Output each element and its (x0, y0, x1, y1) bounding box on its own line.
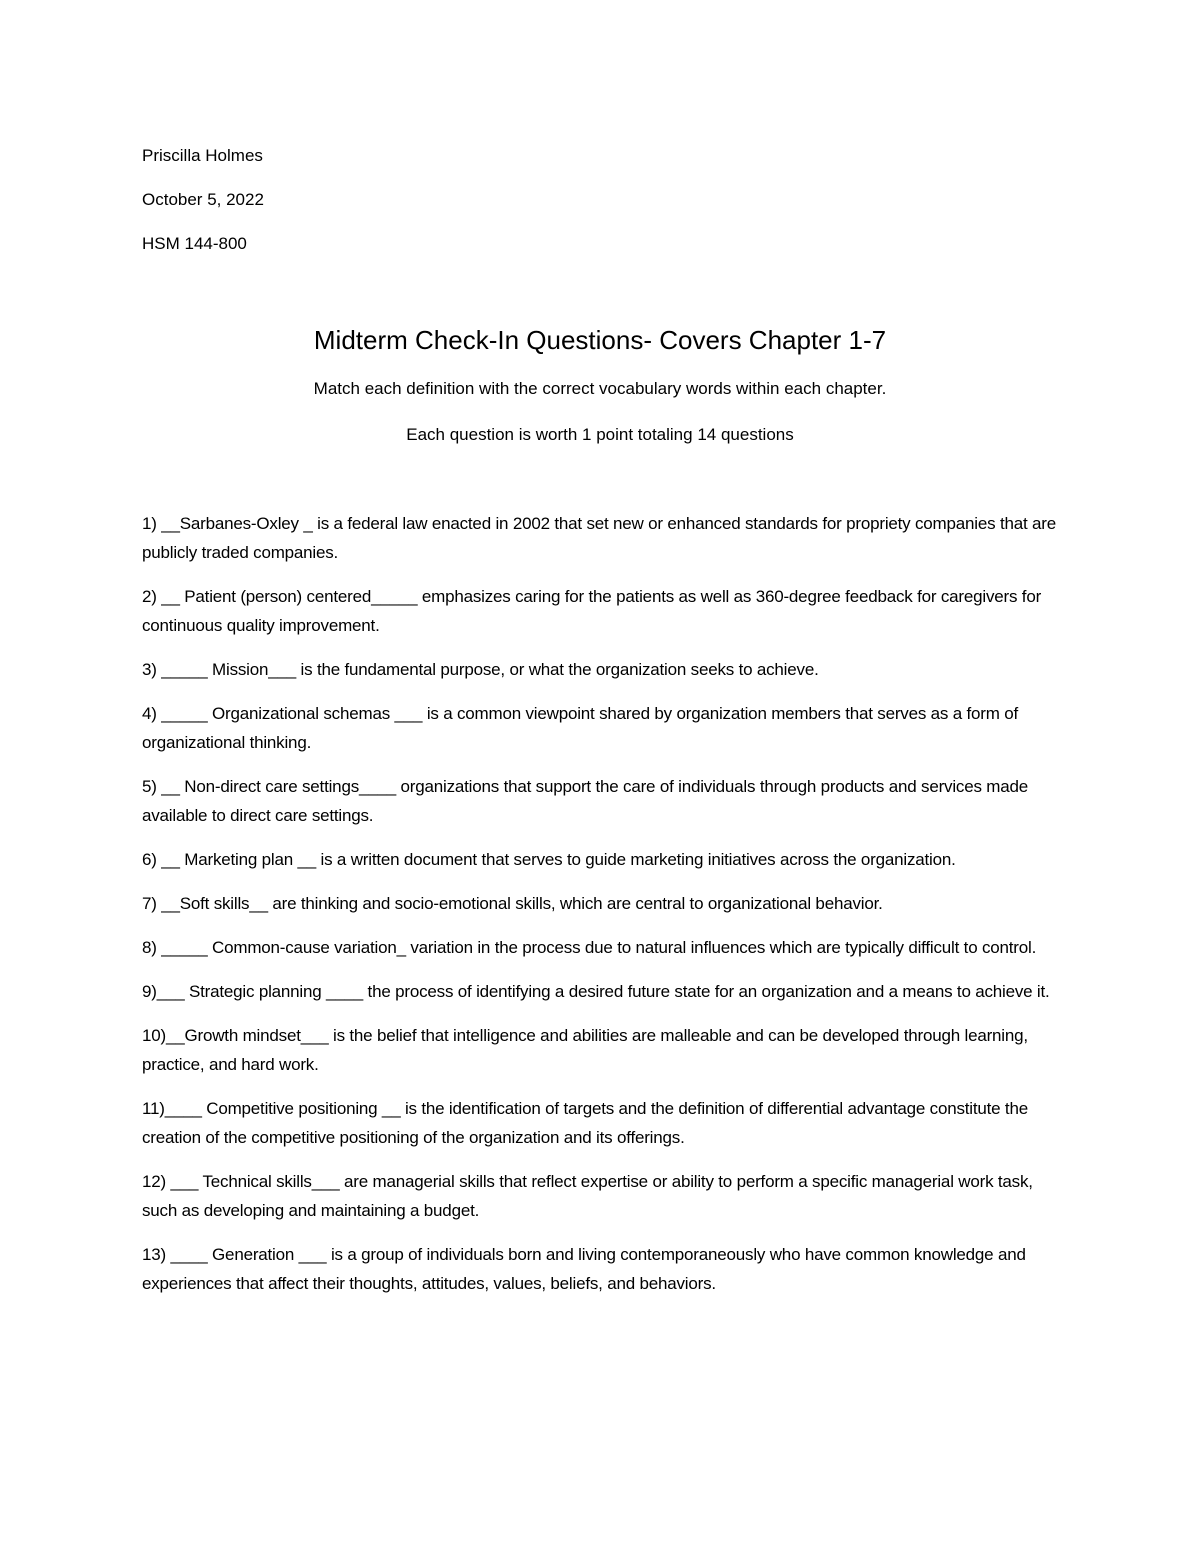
question-item: 5) __ Non-direct care settings____ organizations that support the care of individuals through products and services made available to direct care settings. (142, 777, 1029, 825)
question-item: 8) _____ Common-cause variation_ variation in the process due to natural influences which are typically difficult to control. (142, 938, 1037, 957)
question-item: 7) __Soft skills__ are thinking and socio-emotional skills, which are central to organizational behavior. (142, 894, 883, 913)
course-code: HSM 144-800 (142, 234, 247, 253)
question-item: 2) __ Patient (person) centered_____ emphasizes caring for the patients as well as 360-degree feedback for caregivers for continuous quality improvement. (142, 587, 1042, 635)
document-date: October 5, 2022 (142, 190, 264, 209)
instruction-text: Match each definition with the correct vocabulary words within each chapter. (313, 379, 887, 398)
question-item: 12) ___ Technical skills___ are managerial skills that reflect expertise or ability to perform a specific managerial work task, such as developing and maintaining a budget. (142, 1172, 1033, 1220)
question-item: 6) __ Marketing plan __ is a written document that serves to guide marketing initiatives across the organization. (142, 850, 956, 869)
instruction-text: Each question is worth 1 point totaling 14 questions (406, 425, 794, 444)
question-item: 1) __Sarbanes-Oxley _ is a federal law enacted in 2002 that set new or enhanced standards for propriety companies that are publicly traded companies. (142, 514, 1056, 562)
question-item: 4) _____ Organizational schemas ___ is a common viewpoint shared by organization members that serves as a form of organizational thinking. (142, 704, 1019, 752)
question-list (142, 509, 1072, 1313)
question-item: 3) _____ Mission___ is the fundamental purpose, or what the organization seeks to achieve. (142, 660, 819, 679)
question-item: 13) ____ Generation ___ is a group of individuals born and living contemporaneously who have common knowledge and experiences that affect their thoughts, attitudes, values, beliefs, and behaviors. (142, 1245, 1026, 1293)
question-item: 9)___ Strategic planning ____ the process of identifying a desired future state for an organization and a means to achieve it. (142, 982, 1050, 1001)
author-name: Priscilla Holmes (142, 146, 263, 165)
question-item: 10)__Growth mindset___ is the belief that intelligence and abilities are malleable and can be developed through learning, practice, and hard work. (142, 1026, 1028, 1074)
document-title: Midterm Check-In Questions- Covers Chapter 1-7 (313, 325, 887, 355)
question-item: 11)____ Competitive positioning __ is the identification of targets and the definition of differential advantage constitute the creation of the competitive positioning of the organization and its offerings. (142, 1099, 1028, 1147)
